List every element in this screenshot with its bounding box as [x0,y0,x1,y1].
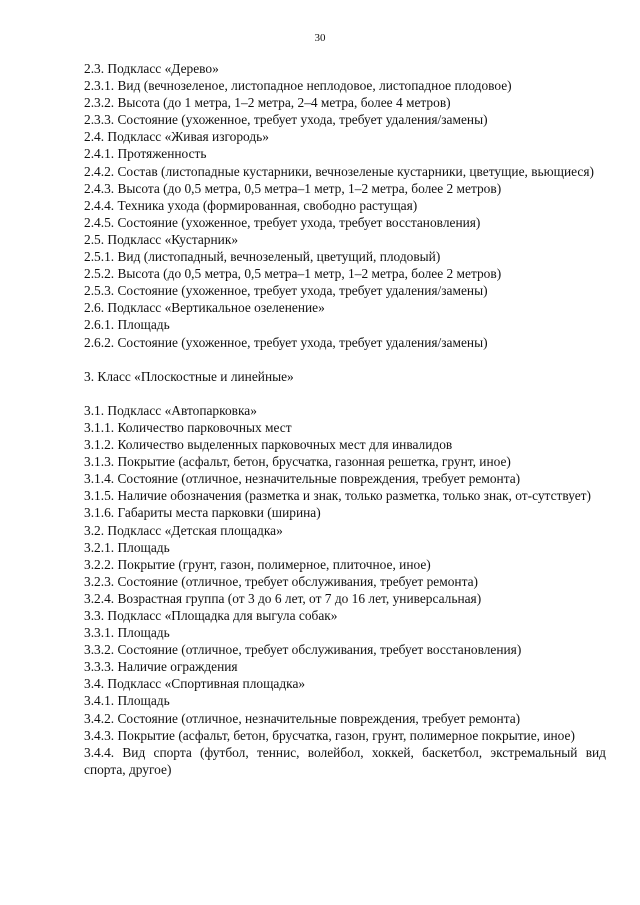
list-item: 3.2.4. Возрастная группа (от 3 до 6 лет, от 7 до 16 лет, универсальная) [84,590,482,606]
list-item: 3.1.2. Количество выделенных парковочных мест для инвалидов [84,437,453,453]
list-item: 3.4.2. Состояние (отличное, незначительные повреждения, требует ремонта) [84,710,521,726]
list-item: 2.4. Подкласс «Живая изгородь» [84,129,269,145]
list-item: 3.1. Подкласс «Автопарковка» [84,402,257,418]
list-item: 3.2.1. Площадь [84,539,170,555]
list-item: 3.1.4. Состояние (отличное, незначительные повреждения, требует ремонта) [84,471,521,487]
spacer [84,351,606,368]
list-item: 2.6. Подкласс «Вертикальное озеленение» [84,300,325,316]
list-item: 3.4. Подкласс «Спортивная площадка» [84,676,306,692]
list-item: 2.3. Подкласс «Дерево» [84,61,219,76]
list-item: 3.2.3. Состояние (отличное, требует обслуживания, требует ремонта) [84,573,478,589]
list-item: 3.3.3. Наличие ограждения [84,659,238,675]
list-item: 3.1.1. Количество парковочных мест [84,419,292,435]
list-item: 2.6.1. Площадь [84,317,170,333]
spacer [84,385,606,402]
list-item: 2.3.1. Вид (вечнозеленое, листопадное неплодовое, листопадное плодовое) [84,78,512,94]
class-3-heading: 3. Класс «Плоскостные и линейные» [84,368,294,384]
list-item: 3.1.6. Габариты места парковки (ширина) [84,505,321,521]
list-item: 2.4.4. Техника ухода (формированная, свободно растущая) [84,197,418,213]
list-item: 2.4.3. Высота (до 0,5 метра, 0,5 метра–1 метр, 1–2 метра, более 2 метров) [84,180,502,196]
list-item: 3.4.3. Покрытие (асфальт, бетон, брусчатка, газон, грунт, полимерное покрытие, иное) [84,727,575,743]
page-number: 30 [314,32,326,44]
subclass-list-class-3 [84,402,606,778]
list-item: 2.5.3. Состояние (ухоженное, требует ухода, требует удаления/замены) [84,283,488,299]
list-item: 2.4.5. Состояние (ухоженное, требует ухода, требует восстановления) [84,214,481,230]
list-item: 3.4.4. Вид спорта (футбол, теннис, волейбол, хоккей, баскетбол, экстремальный вид спорта, другое) [84,744,606,777]
list-item: 2.4.1. Протяженность [84,146,207,162]
list-item: 2.5.2. Высота (до 0,5 метра, 0,5 метра–1 метр, 1–2 метра, более 2 метров) [84,266,502,282]
list-item: 2.3.2. Высота (до 1 метра, 1–2 метра, 2–4 метра, более 4 метров) [84,95,451,111]
list-item: 3.1.3. Покрытие (асфальт, бетон, брусчатка, газонная решетка, грунт, иное) [84,454,511,470]
list-item: 2.6.2. Состояние (ухоженное, требует ухода, требует удаления/замены) [84,334,488,350]
list-item: 3.2.2. Покрытие (грунт, газон, полимерное, плиточное, иное) [84,556,431,572]
list-item: 3.3.2. Состояние (отличное, требует обслуживания, требует восстановления) [84,642,522,658]
list-item: 2.5. Подкласс «Кустарник» [84,231,239,247]
list-item: 3.3.1. Площадь [84,625,170,641]
list-item: 2.5.1. Вид (листопадный, вечнозеленый, цветущий, плодовый) [84,249,441,265]
list-item: 2.4.2. Состав (листопадные кустарники, вечнозеленые кустарники, цветущие, вьющиеся) [84,163,594,179]
list-item: 3.4.1. Площадь [84,693,170,709]
list-item: 3.3. Подкласс «Площадка для выгула собак» [84,608,338,623]
list-item: 3.1.5. Наличие обозначения (разметка и знак, только разметка, только знак, от-сутствует) [84,488,591,504]
document-body [84,60,606,778]
list-item: 2.3.3. Состояние (ухоженное, требует ухода, требует удаления/замены) [84,112,488,128]
list-item: 3.2. Подкласс «Детская площадка» [84,522,283,538]
subclass-list-class-2 [84,60,606,351]
